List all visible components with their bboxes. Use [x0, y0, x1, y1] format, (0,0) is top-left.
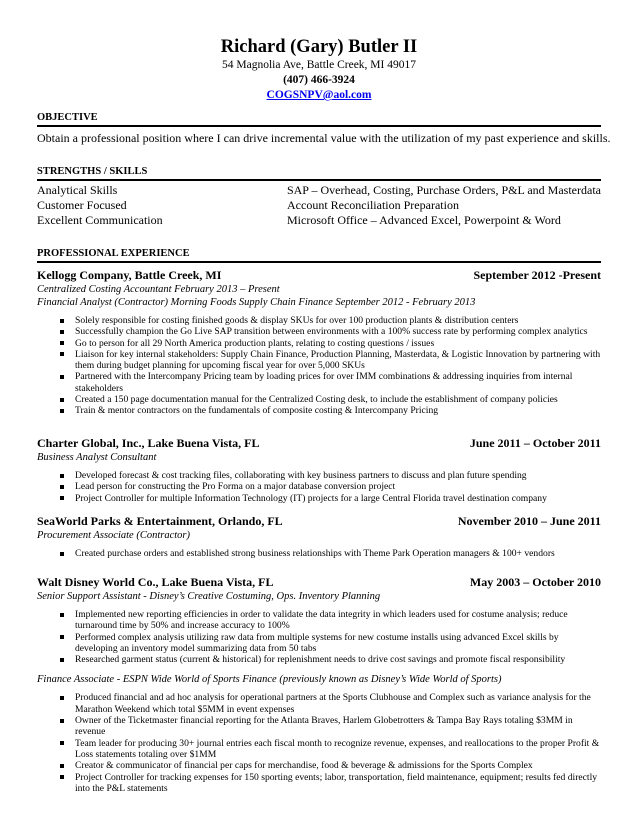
- bullet-icon: [60, 398, 64, 402]
- job-role: Financial Analyst (Contractor) Morning Foods Supply Chain Finance September 2012 - February 2013: [37, 297, 476, 308]
- job-dates: September 2012 -Present: [473, 268, 601, 282]
- bullet-text: Partnered with the Intercompany Pricing team by loading prices for over IMM combinations & addressing inquiries from internal stakeholders: [75, 371, 573, 394]
- email-link[interactable]: COGSNPV@aol.com: [266, 89, 372, 101]
- bullet-text: Go to person for all 29 North America production plants, relating to costing questions / issues: [75, 337, 435, 349]
- skill-right: Microsoft Office – Advanced Excel, Powerpoint & Word: [287, 213, 561, 227]
- job-seaworld: [37, 514, 601, 559]
- bullet-icon: [60, 409, 64, 413]
- company-name: SeaWorld Parks & Entertainment, Orlando, FL: [37, 514, 283, 528]
- list-item: [37, 548, 601, 559]
- job-walt-disney-world: [37, 575, 601, 794]
- bullet-text: Project Controller for multiple Information Technology (IT) projects for a large Central Florida travel destination company: [75, 492, 547, 504]
- company-name: Walt Disney World Co., Lake Buena Vista, FL: [37, 575, 274, 589]
- skills-list: [37, 183, 601, 228]
- bullet-icon: [60, 330, 64, 334]
- bullet-text: Lead person for constructing the Pro Forma on a major database conversion project: [75, 481, 396, 493]
- resume-header: [0, 36, 638, 103]
- job-header: [37, 436, 601, 451]
- bullet-icon: [60, 485, 64, 489]
- bullet-list: [37, 470, 601, 504]
- list-item: [37, 315, 601, 326]
- bullet-text: Owner of the Ticketmaster financial reporting for the Atlanta Braves, Harlem Globetrotters & Tampa Bay Rays totaling $3MM in revenue: [75, 715, 573, 738]
- objective-text: Obtain a professional position where I can drive incremental value with the utilization of my past experience and skills.: [37, 131, 611, 145]
- job-role: Procurement Associate (Contractor): [37, 530, 191, 541]
- skills-section: [37, 165, 601, 228]
- skills-row: [37, 183, 601, 198]
- bullet-list: [37, 315, 601, 417]
- list-item: [37, 405, 601, 416]
- skills-heading: STRENGTHS / SKILLS: [37, 165, 601, 181]
- list-item: [37, 654, 601, 665]
- company-name: Kellogg Company, Battle Creek, MI: [37, 268, 222, 282]
- skills-row: [37, 213, 601, 228]
- skill-left: Customer Focused: [37, 198, 127, 212]
- bullet-text: Successfully champion the Go Live SAP transition between environments with a 100% success rate by performing complex analytics: [75, 326, 588, 338]
- bullet-text: Implemented new reporting efficiencies in order to validate the data integrity in which leaders used for costume analysis; reduce turnaround time by 50% and increase accuracy to 100%: [75, 609, 568, 632]
- bullet-text: Created purchase orders and established strong business relationships with Theme Park Operation managers & 100+ vendors: [75, 548, 555, 559]
- skill-right: Account Reconciliation Preparation: [287, 198, 459, 212]
- bullet-text: Researched garment status (current & historical) for replenishment needs to drive cost savings and promote fiscal responsibility: [75, 654, 566, 666]
- job-role: Centralized Costing Accountant February 2013 – Present: [37, 284, 280, 295]
- bullet-icon: [60, 474, 64, 478]
- bullet-text: Liaison for key internal stakeholders: Supply Chain Finance, Production Planning, Masterdata, & Logistic Innovation by partnering with them during budget planning for upcoming fiscal year for over 5,000 SKUs: [75, 348, 601, 372]
- job-dates: May 2003 – October 2010: [469, 575, 601, 589]
- experience-heading: PROFESSIONAL EXPERIENCE: [37, 247, 601, 263]
- list-item: [37, 394, 601, 405]
- bullet-text: Produced financial and ad hoc analysis for operational partners at the Sports Clubhouse and Complex such as variance analysis for the Marathon Weekend which total $5MM in event expenses: [75, 692, 591, 715]
- candidate-name: Richard (Gary) Butler II: [220, 37, 418, 57]
- job-header: [37, 575, 601, 590]
- address: 54 Magnolia Ave, Battle Creek, MI 49017: [222, 59, 416, 71]
- bullet-text: Creator & communicator of financial per caps for merchandise, food & beverage & admissions for the Sports Complex: [75, 760, 533, 772]
- list-item: [37, 349, 601, 372]
- job-role: Finance Associate - ESPN Wide World of Sports Finance (previously known as Disney’s Wide World of Sports): [37, 674, 502, 686]
- list-item: [37, 692, 601, 715]
- bullet-text: Train & mentor contractors on the fundamentals of composite costing & Intercompany Pricing: [75, 405, 439, 417]
- bullet-icon: [60, 741, 64, 745]
- bullet-icon: [60, 552, 64, 556]
- bullet-list: [37, 692, 601, 794]
- bullet-icon: [60, 719, 64, 723]
- job-header: [37, 514, 601, 529]
- job-dates: June 2011 – October 2011: [469, 436, 601, 450]
- phone: (407) 466-3924: [283, 74, 355, 86]
- experience-section: [37, 247, 601, 263]
- bullet-text: Created a 150 page documentation manual for the Centralized Costing desk, to include the establishment of company policies: [75, 394, 558, 406]
- list-item: [37, 632, 601, 655]
- bullet-icon: [60, 352, 64, 356]
- job-role: Business Analyst Consultant: [37, 452, 157, 463]
- bullet-icon: [60, 658, 64, 662]
- bullet-icon: [60, 319, 64, 323]
- bullet-text: Performed complex analysis utilizing raw data from multiple systems for new costume installs using advanced Excel skills by developing an inventory model summarizing data from 50 tabs: [75, 631, 559, 654]
- bullet-icon: [60, 764, 64, 768]
- skill-left: Excellent Communication: [37, 213, 163, 227]
- bullet-icon: [60, 696, 64, 700]
- list-item: [37, 493, 601, 504]
- job-charter-global: [37, 436, 601, 504]
- skill-right: SAP – Overhead, Costing, Purchase Orders, P&L and Masterdata: [286, 183, 601, 197]
- objective-section: [37, 111, 611, 146]
- job-dates: November 2010 – June 2011: [457, 514, 601, 528]
- bullet-icon: [60, 635, 64, 639]
- list-item: [37, 715, 601, 738]
- list-item: [37, 371, 601, 394]
- bullet-text: Team leader for producing 30+ journal entries each fiscal month to recognize revenue, expenses, and reallocations to the proper Profit & Loss statements totaling over $1MM: [75, 737, 600, 760]
- bullet-text: Project Controller for tracking expenses for 150 sporting events; labor, transportation, field maintenance, equipment; results fed directly into the P&L statements: [75, 771, 598, 794]
- company-name: Charter Global, Inc., Lake Buena Vista, FL: [37, 436, 260, 450]
- job-role: Senior Support Assistant - Disney’s Creative Costuming, Ops. Inventory Planning: [37, 591, 381, 602]
- bullet-list: [37, 609, 601, 665]
- skills-row: [37, 198, 601, 213]
- list-item: [37, 609, 601, 632]
- list-item: [37, 760, 601, 771]
- list-item: [37, 738, 601, 761]
- bullet-icon: [60, 375, 64, 379]
- bullet-list: [37, 548, 601, 559]
- bullet-icon: [60, 775, 64, 779]
- bullet-text: Solely responsible for costing finished goods & display SKUs for over 100 production plants & distribution centers: [75, 315, 519, 326]
- list-item: [37, 772, 601, 795]
- list-item: [37, 338, 601, 349]
- bullet-text: Developed forecast & cost tracking files, collaborating with key business partners to discuss and plan future spending: [75, 470, 527, 481]
- list-item: [37, 470, 601, 481]
- job-header: [37, 268, 601, 283]
- job-kellogg: [37, 268, 601, 417]
- bullet-icon: [60, 613, 64, 617]
- skill-left: Analytical Skills: [37, 183, 118, 197]
- objective-heading: OBJECTIVE: [37, 111, 601, 127]
- list-item: [37, 326, 601, 337]
- bullet-icon: [60, 341, 64, 345]
- bullet-icon: [60, 496, 64, 500]
- list-item: [37, 481, 601, 492]
